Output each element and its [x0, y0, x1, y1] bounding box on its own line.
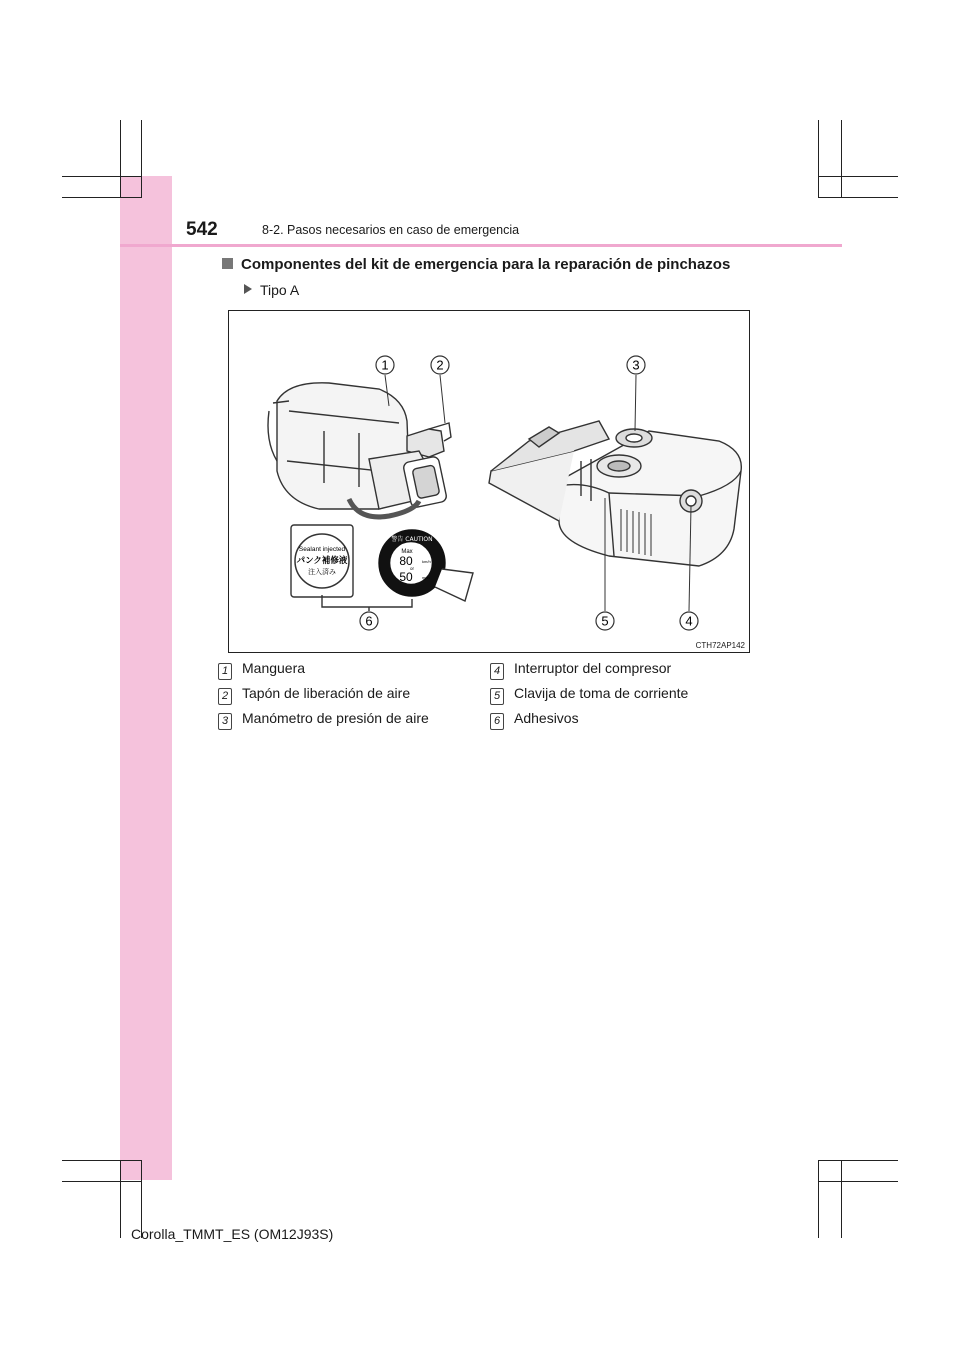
- footer-doc-id: Corolla_TMMT_ES (OM12J93S): [131, 1226, 334, 1242]
- sticker-1-line3: 注入済み: [308, 568, 336, 576]
- legend-item-1: [218, 660, 305, 680]
- callout-number: 4: [685, 613, 693, 629]
- callout-number: 3: [632, 357, 640, 373]
- crop-mark: [818, 176, 898, 177]
- sticker-2-kmh-value: 80: [399, 554, 413, 568]
- callout-number: 1: [381, 357, 389, 373]
- crop-mark: [818, 120, 819, 198]
- sticker-2-mph-value: 50: [399, 570, 413, 584]
- subheading: [244, 282, 299, 298]
- crop-mark: [818, 197, 898, 198]
- sealant-bottle-drawing: [268, 383, 451, 517]
- crop-mark: [120, 1160, 121, 1238]
- callout-number: 5: [601, 613, 609, 629]
- crop-mark: [62, 197, 142, 198]
- legend-number: 5: [490, 688, 504, 705]
- legend-number: 3: [218, 713, 232, 730]
- callout-3: [627, 356, 645, 374]
- callout-4: [680, 612, 698, 630]
- callout-number: 6: [365, 613, 373, 629]
- callout-number: 2: [436, 357, 444, 373]
- repair-kit-figure: [228, 310, 750, 653]
- legend-number: 2: [218, 688, 232, 705]
- sticker-2-or: or: [409, 566, 415, 571]
- crop-mark: [62, 1181, 142, 1182]
- sticker-2-mph-unit: mph: [422, 575, 430, 580]
- sticker-1-line1: Sealant injected: [298, 546, 346, 553]
- callout-2: [431, 356, 449, 374]
- crop-mark: [818, 1160, 819, 1238]
- sticker-2-kmh-unit: km/h: [422, 559, 431, 564]
- crop-mark: [120, 120, 121, 198]
- sticker-2-max: Max: [401, 549, 413, 555]
- heading: [222, 256, 730, 273]
- legend-number: 6: [490, 713, 504, 730]
- legend-number: 1: [218, 663, 232, 680]
- crop-mark: [841, 120, 842, 198]
- legend-item-6: [490, 710, 579, 730]
- legend-item-3: [218, 710, 429, 730]
- figure-code: CTH72AP142: [695, 641, 745, 650]
- legend-label: Clavija de toma de corriente: [514, 685, 689, 701]
- crop-mark: [62, 1160, 142, 1161]
- legend-item-4: [490, 660, 671, 680]
- heading-text: Componentes del kit de emergencia para la reparación de pinchazos: [241, 256, 731, 273]
- callout-5: [596, 612, 614, 630]
- repair-kit-illustration: [229, 311, 749, 652]
- triangle-bullet-icon: [244, 284, 252, 294]
- subheading-text: Tipo A: [260, 282, 300, 298]
- section-title: 8-2. Pasos necesarios en caso de emergencia: [262, 223, 520, 237]
- crop-mark: [818, 1160, 898, 1161]
- crop-mark: [141, 120, 142, 198]
- legend-item-5: [490, 685, 688, 705]
- legend-number: 4: [490, 663, 504, 680]
- margin-color-bar: [120, 176, 172, 1180]
- legend-label: Manómetro de presión de aire: [242, 710, 429, 726]
- legend-label: Interruptor del compresor: [514, 660, 672, 676]
- crop-mark: [818, 1181, 898, 1182]
- page-number: 542: [186, 219, 218, 240]
- compressor-drawing: [489, 421, 741, 566]
- legend-label: Adhesivos: [514, 710, 579, 726]
- legend-label: Tapón de liberación de aire: [242, 685, 411, 701]
- callout-6: [360, 612, 378, 630]
- square-bullet-icon: [222, 258, 233, 269]
- header-rule: [120, 244, 842, 247]
- callout-1: [376, 356, 394, 374]
- crop-mark: [62, 176, 142, 177]
- sticker-1-line2: パンク補修液: [296, 556, 348, 566]
- sticker-2-warning: 警告 CAUTION: [391, 536, 433, 543]
- legend-label: Manguera: [242, 660, 306, 676]
- crop-mark: [841, 1160, 842, 1238]
- legend-item-2: [218, 685, 410, 705]
